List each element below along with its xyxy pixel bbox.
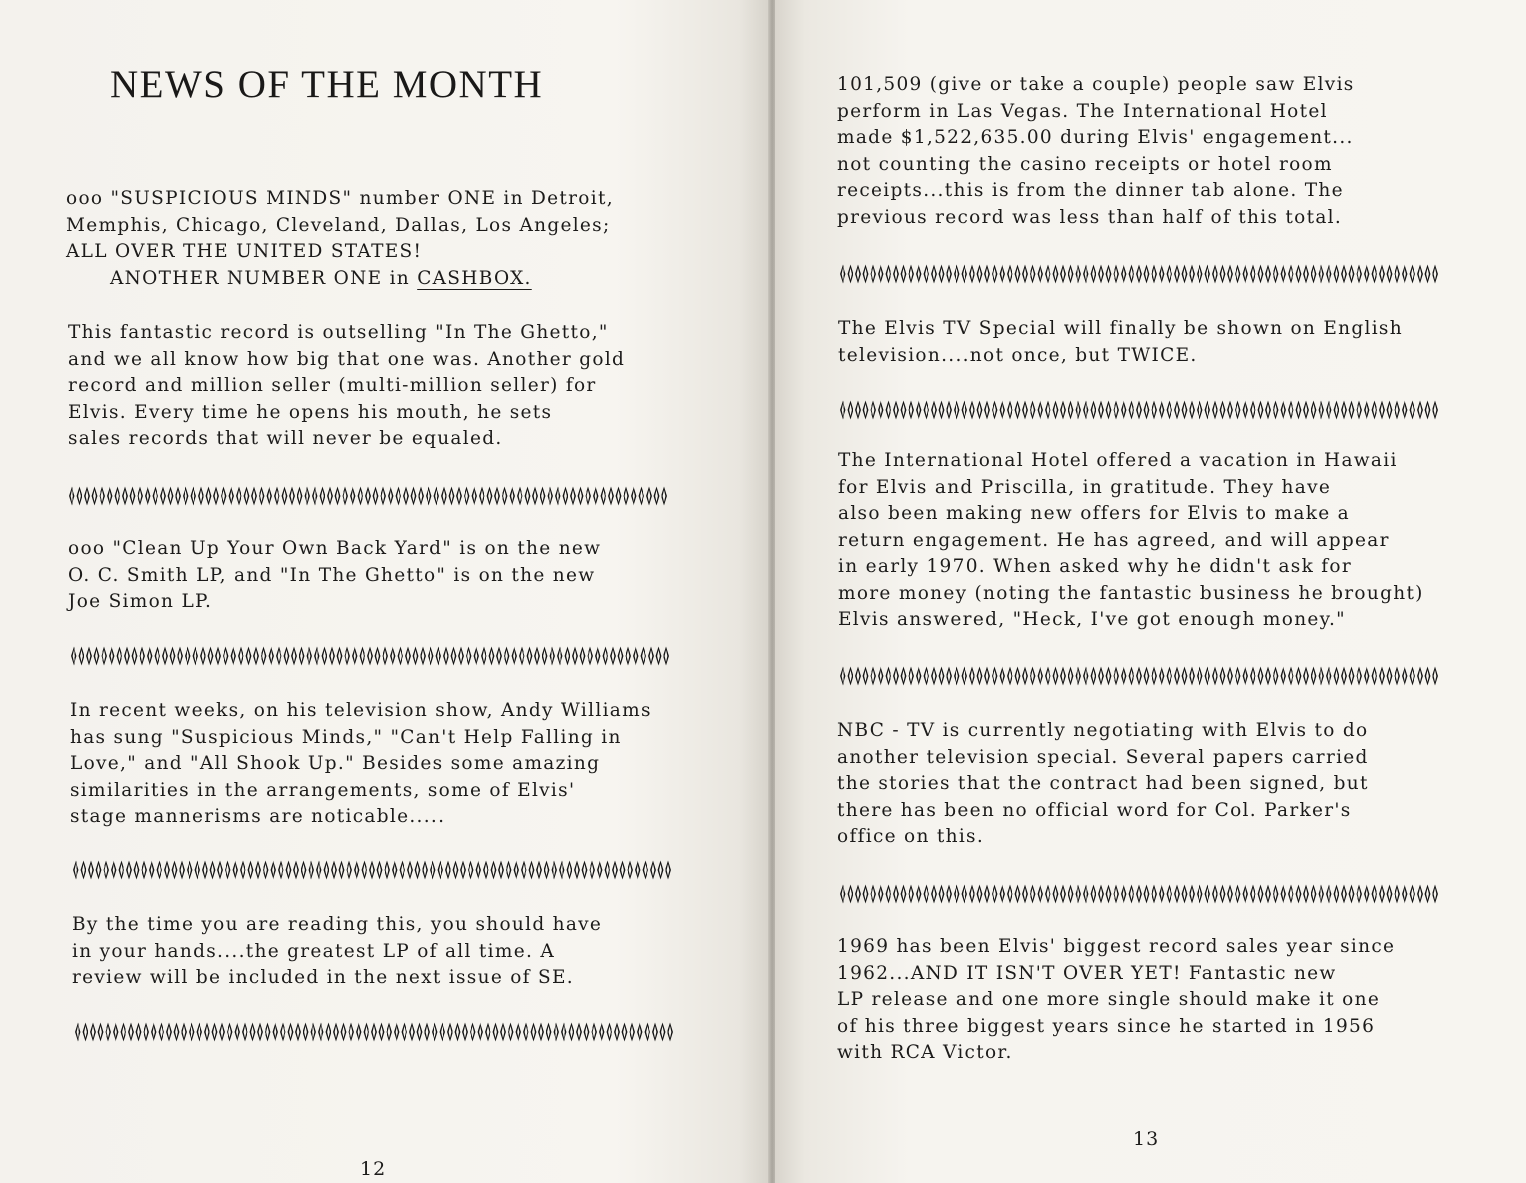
text-line: perform in Las Vegas. The International Hotel <box>837 100 1328 122</box>
ornamental-divider <box>68 486 669 506</box>
text-line: and we all know how big that one was. Another gold <box>68 348 626 370</box>
text-line: O. C. Smith LP, and "In The Ghetto" is on the new <box>68 564 596 586</box>
text-line: Joe Simon LP. <box>68 591 213 612</box>
news-item-suspicious-minds <box>66 186 614 292</box>
news-item-andy-williams <box>70 698 652 831</box>
right-page <box>775 0 1526 1183</box>
text-line: LP release and one more single should make it one <box>837 989 1381 1010</box>
text-line: return engagement. He has agreed, and will appear <box>838 529 1390 551</box>
text-line: not counting the casino receipts or hotel room <box>837 153 1333 175</box>
text-line: Elvis answered, "Heck, I've got enough money." <box>838 609 1346 630</box>
text-line: for Elvis and Priscilla, in gratitude. They have <box>838 476 1332 498</box>
text-line: ALL OVER THE UNITED STATES! <box>66 241 423 262</box>
news-item-outselling <box>68 320 625 453</box>
text-line: Love," and "All Shook Up." Besides some amazing <box>70 753 601 774</box>
text-line: has sung "Suspicious Minds," "Can't Help Falling in <box>70 726 622 748</box>
text-line: there has been no official word for Col. Parker's <box>837 799 1352 821</box>
news-item-1969-sales <box>837 934 1395 1067</box>
text-line: stage mannerisms are noticable..... <box>70 806 446 827</box>
text-line: ooo "SUSPICIOUS MINDS" number ONE in Detroit, <box>66 188 614 209</box>
text-line: The International Hotel offered a vacation in Hawaii <box>838 450 1398 471</box>
text-line: more money (noting the fantastic business he brought) <box>838 582 1424 604</box>
page-number: 12 <box>360 1158 387 1180</box>
text-line: In recent weeks, on his television show, Andy Williams <box>70 700 652 721</box>
page-title: NEWS OF THE MONTH <box>110 63 544 106</box>
news-item-back-yard <box>68 536 601 616</box>
text-line: another television special. Several papers carried <box>837 746 1369 768</box>
news-item-las-vegas <box>837 72 1355 231</box>
text-line: previous record was less than half of this total. <box>837 206 1343 228</box>
ornamental-divider <box>839 666 1440 686</box>
ornamental-divider <box>74 1022 675 1042</box>
text-line: ooo "Clean Up Your Own Back Yard" is on the new <box>68 538 602 559</box>
text-line: in early 1970. When asked why he didn't ask for <box>838 556 1352 577</box>
text-line: the stories that the contract had been signed, but <box>837 773 1369 794</box>
text-line: also been making new offers for Elvis to make a <box>838 503 1350 524</box>
text-segment: ANOTHER NUMBER ONE in <box>110 267 418 289</box>
ornamental-divider <box>72 860 673 880</box>
text-line: in your hands....the greatest LP of all time. A <box>72 940 555 962</box>
cashbox-underlined: CASHBOX. <box>417 267 532 289</box>
ornamental-divider <box>839 884 1440 904</box>
news-item-nbc-special <box>837 718 1369 851</box>
text-line: sales records that will never be equaled. <box>68 428 503 449</box>
news-item-international-hotel <box>838 448 1424 634</box>
text-line: NBC - TV is currently negotiating with Elvis to do <box>837 720 1369 741</box>
text-line: 1969 has been Elvis' biggest record sales year since <box>837 936 1396 957</box>
text-line: By the time you are reading this, you should have <box>72 914 603 935</box>
text-line: This fantastic record is outselling "In The Ghetto," <box>68 322 609 343</box>
text-line: receipts...this is from the dinner tab alone. The <box>837 180 1344 201</box>
text-line: television....not once, but TWICE. <box>838 344 1198 366</box>
page-number: 13 <box>1133 1128 1160 1150</box>
news-item-greatest-lp <box>72 912 602 992</box>
text-line <box>66 266 614 293</box>
text-line: made $1,522,635.00 during Elvis' engagement... <box>837 127 1354 148</box>
text-line: 1962...AND IT ISN'T OVER YET! Fantastic new <box>837 962 1337 984</box>
text-line: of his three biggest years since he started in 1956 <box>837 1015 1376 1037</box>
text-line: Memphis, Chicago, Cleveland, Dallas, Los Angeles; <box>66 214 611 236</box>
text-line: The Elvis TV Special will finally be shown on English <box>838 318 1403 339</box>
text-line: similarities in the arrangements, some of Elvis' <box>70 779 576 801</box>
text-line: record and million seller (multi-million seller) for <box>68 375 597 396</box>
ornamental-divider <box>839 400 1440 420</box>
text-line: office on this. <box>837 826 985 847</box>
text-line: with RCA Victor. <box>837 1042 1013 1063</box>
ornamental-divider <box>839 264 1440 284</box>
text-line: Elvis. Every time he opens his mouth, he sets <box>68 401 553 423</box>
ornamental-divider <box>70 646 671 666</box>
text-line: 101,509 (give or take a couple) people saw Elvis <box>837 74 1355 95</box>
text-line: review will be included in the next issue of SE. <box>72 967 574 988</box>
news-item-tv-special <box>838 316 1403 369</box>
